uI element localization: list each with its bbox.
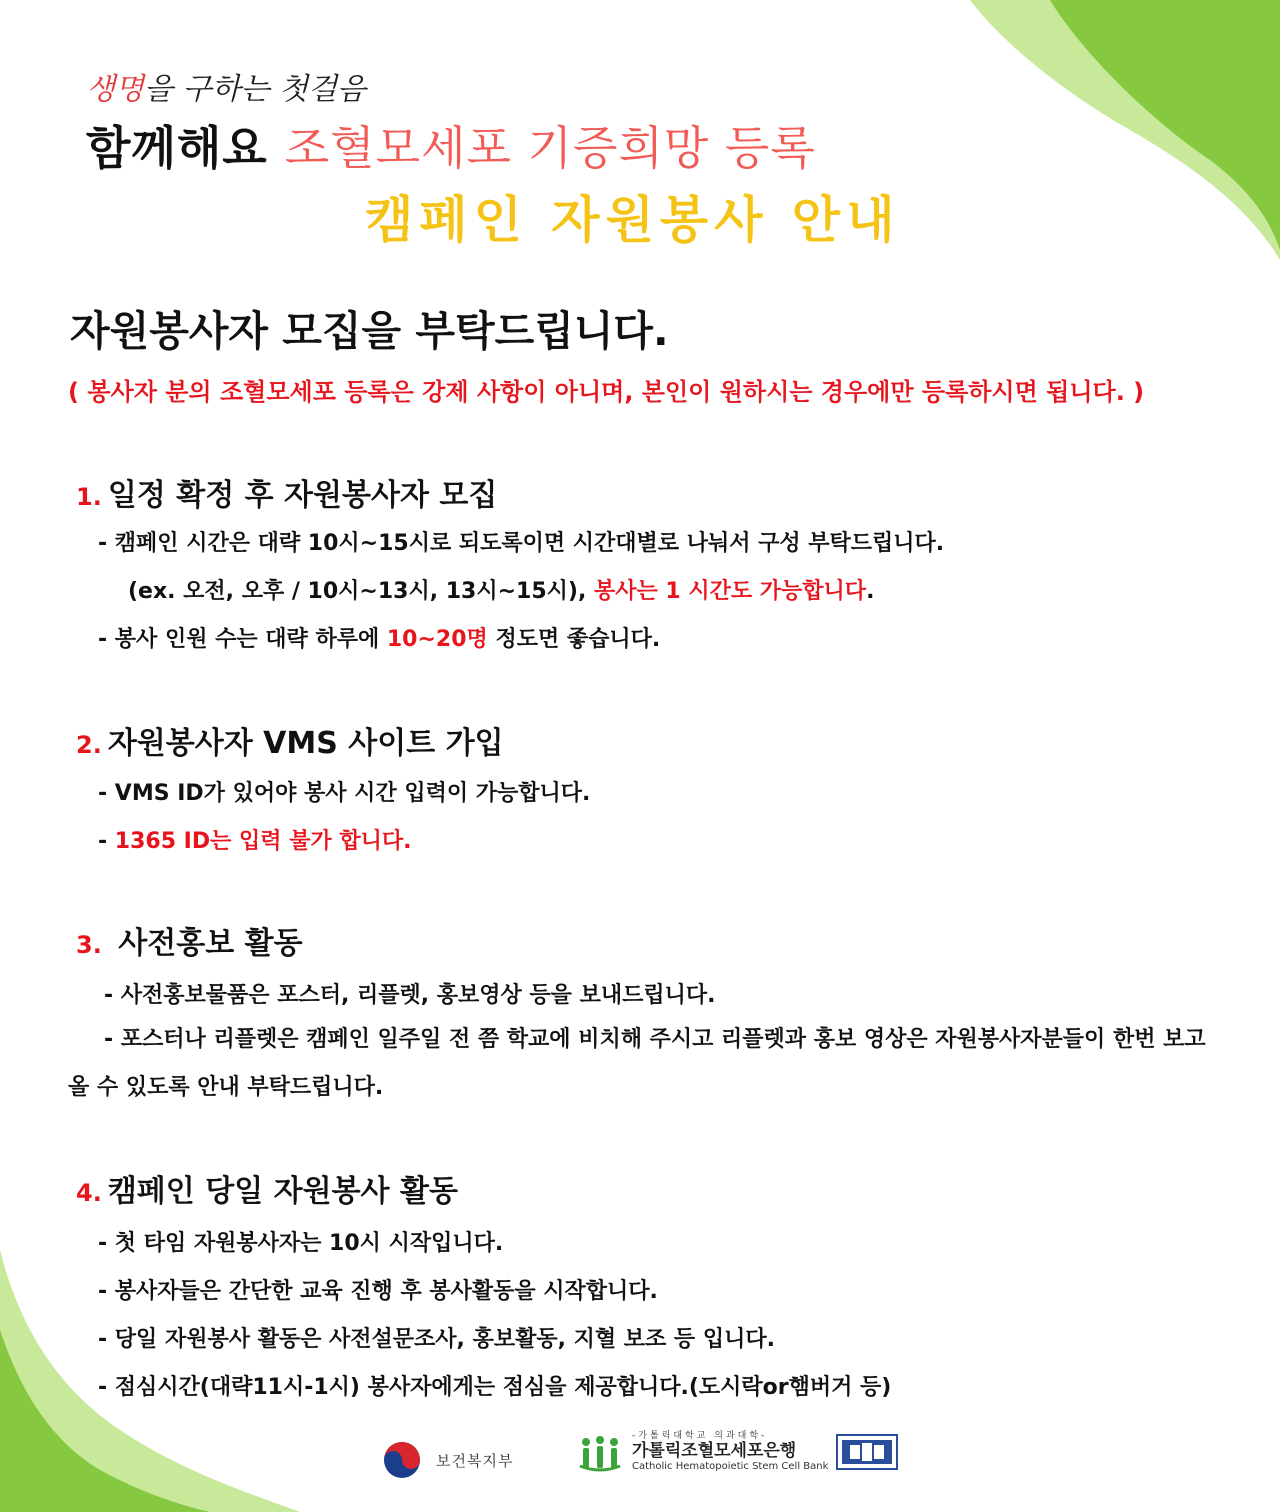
section-1-label: 일정 확정 후 자원봉사자 모집 — [107, 478, 498, 513]
section-1-line-2-b: 봉사는 1 시간도 가능합니다 — [594, 579, 867, 604]
section-3-number: 3. — [76, 931, 102, 959]
section-1-number: 1. — [76, 483, 102, 511]
section-2-number: 2. — [76, 731, 102, 759]
section-1-line-3-c: 정도면 좋습니다. — [487, 627, 661, 652]
taegeuk-icon — [378, 1440, 426, 1480]
section-1-line-2-c: . — [866, 579, 875, 604]
page-subtitle: 캠페인 자원봉사 안내 — [365, 191, 901, 249]
section-1-line-2 — [128, 574, 874, 605]
section-4-line-4: - 점심시간(대략11시-1시) 봉사자에게는 점심을 제공합니다.(도시락or햄버거 등) — [98, 1375, 892, 1400]
university-seal-icon — [836, 1434, 898, 1470]
section-2-line-2-b: 1365 ID는 입력 불가 합니다. — [114, 829, 412, 854]
section-3-line-2: - 포스터나 리플렛은 캠페인 일주일 전 쯤 학교에 비치해 주시고 리플렛과 홍보 영상은 자원봉사자분들이 한번 보고 올 수 있도록 안내 부탁드립니다. — [68, 1027, 1206, 1100]
section-2-line-2-a: - — [98, 829, 115, 854]
ministry-name: 보건복지부 — [436, 1451, 514, 1470]
section-1-title — [76, 470, 497, 514]
section-2-title — [76, 718, 504, 762]
bank-text-block — [632, 1432, 828, 1472]
section-4-line-2: - 봉사자들은 간단한 교육 진행 후 봉사활동을 시작합니다. — [98, 1279, 658, 1304]
section-2-label: 자원봉사자 VMS 사이트 가입 — [107, 726, 504, 761]
section-4-number: 4. — [76, 1179, 102, 1207]
tagline-highlight: 생명 — [86, 72, 144, 107]
bank-university-label: -가톨릭대학교 의과대학- — [632, 1431, 768, 1442]
section-4-title — [76, 1166, 458, 1210]
section-4-line-1: - 첫 타임 자원봉사자는 10시 시작입니다. — [98, 1231, 504, 1256]
section-4-line-3: - 당일 자원봉사 활동은 사전설문조사, 홍보활동, 지혈 보조 등 입니다. — [98, 1327, 775, 1352]
bank-name: 가톨릭조혈모세포은행 — [632, 1441, 797, 1462]
title-red: 조혈모세포 기증희망 등록 — [284, 121, 816, 175]
tagline-rest: 을 구하는 첫걸음 — [143, 72, 366, 107]
bank-logo — [576, 1432, 898, 1472]
section-3-title — [76, 918, 303, 962]
main-heading: 자원봉사자 모집을 부탁드립니다. — [70, 307, 669, 355]
page-title — [86, 112, 816, 178]
section-3-line-1: - 사전홍보물품은 포스터, 리플렛, 홍보영상 등을 보내드립니다. — [104, 983, 716, 1008]
bank-emblem-icon — [576, 1432, 624, 1472]
tagline — [86, 64, 366, 108]
section-2-line-2 — [98, 824, 412, 855]
section-4-label: 캠페인 당일 자원봉사 활동 — [107, 1174, 458, 1209]
bank-english-name: Catholic Hematopoietic Stem Cell Bank — [632, 1460, 829, 1472]
section-1-line-3 — [98, 622, 660, 653]
notice-text: ( 봉사자 분의 조혈모세포 등록은 강제 사항이 아니며, 본인이 원하시는 경우에만 등록하시면 됩니다. ) — [68, 378, 1145, 406]
section-1-line-2-a: (ex. 오전, 오후 / 10시~13시, 13시~15시), — [128, 579, 594, 604]
section-1-line-1: - 캠페인 시간은 대략 10시~15시로 되도록이면 시간대별로 나눠서 구성 부탁드립니다. — [98, 531, 945, 556]
section-1-line-3-a: - 봉사 인원 수는 대략 하루에 — [98, 627, 387, 652]
title-black: 함께해요 — [86, 121, 268, 175]
section-1-line-3-b: 10~20명 — [386, 627, 488, 652]
section-3-label: 사전홍보 활동 — [107, 926, 303, 961]
section-2-line-1: - VMS ID가 있어야 봉사 시간 입력이 가능합니다. — [98, 781, 591, 806]
ministry-logo — [378, 1440, 513, 1480]
